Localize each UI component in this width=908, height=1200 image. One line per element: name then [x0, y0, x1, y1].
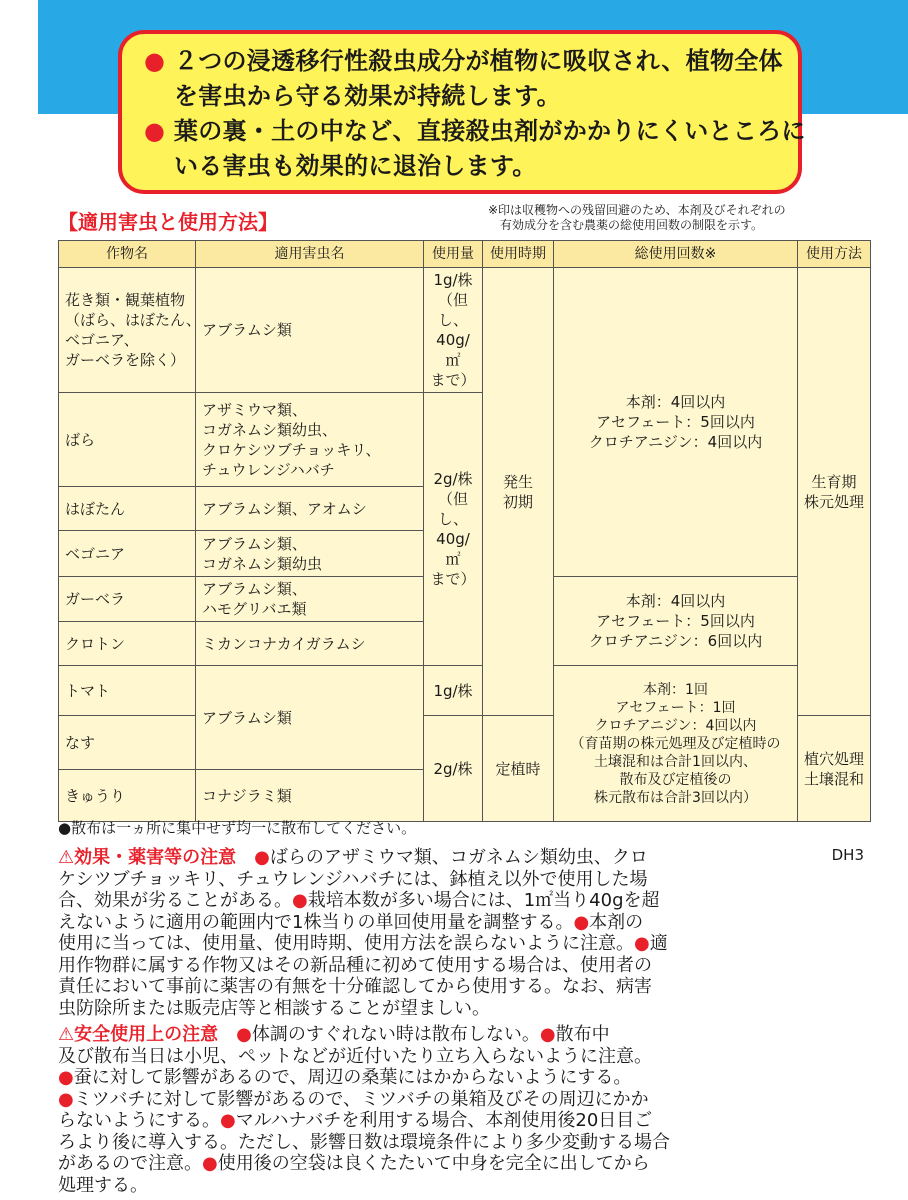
- scatter-note: ●散布は一ヵ所に集中せず均一に散布してください。: [58, 819, 417, 837]
- red-bullet-icon: ●: [254, 847, 270, 868]
- red-bullet-icon: ●: [144, 117, 166, 145]
- red-bullet-icon: ●: [292, 890, 308, 911]
- pest-cell: アブラムシ類、アオムシ: [196, 487, 424, 531]
- red-bullet-icon: ●: [236, 1024, 252, 1045]
- restriction-note: ※印は収穫物への残留回避のため、本剤及びそれぞれの 有効成分を含む農薬の総使用回数の制限を示す。: [488, 203, 786, 232]
- table-row: [59, 268, 871, 393]
- header-amount: 使用量: [424, 241, 483, 268]
- table-header-row: [59, 241, 871, 268]
- header-timing: 使用時期: [483, 241, 554, 268]
- usage-table: [58, 240, 871, 822]
- amount-cell: 2g/株: [424, 716, 483, 822]
- method-cell: 植穴処理 土壌混和: [798, 716, 871, 822]
- timing-cell: 発生 初期: [483, 268, 554, 716]
- red-bullet-icon: ●: [58, 1088, 74, 1110]
- header-count: 総使用回数※: [554, 241, 798, 268]
- table-row: [59, 666, 871, 716]
- crop-cell: なす: [59, 716, 196, 770]
- count-cell: 本剤：1回 アセフェート：1回 クロチアニジン：4回以内 （育苗期の株元処理及び定植時の 土壌混和は合計1回以内、 散布及び定植後の 株元散布は合計3回以内）: [554, 666, 798, 822]
- callout-line-3: ● 葉の裏・土の中など、直接殺虫剤がかかりにくいところに: [144, 117, 806, 145]
- pest-cell: アブラムシ類、 コガネムシ類幼虫: [196, 531, 424, 577]
- amount-cell: 2g/株 （但し、 40g/㎡ まで）: [424, 393, 483, 666]
- amount-cell: 1g/株: [424, 666, 483, 716]
- red-bullet-icon: ●: [202, 1153, 218, 1174]
- pest-cell: アブラムシ類、 ハモグリバエ類: [196, 577, 424, 622]
- red-bullet-icon: ●: [58, 1067, 74, 1088]
- pest-cell: アザミウマ類、 コガネムシ類幼虫、 クロケシツブチョッキリ、 チュウレンジハバチ: [196, 393, 424, 487]
- pest-cell: ミカンコナカイガラムシ: [196, 622, 424, 666]
- header-method: 使用方法: [798, 241, 871, 268]
- pest-cell: アブラムシ類: [196, 268, 424, 393]
- header-crop: 作物名: [59, 241, 196, 268]
- header-pest: 適用害虫名: [196, 241, 424, 268]
- count-cell: 本剤：4回以内 アセフェート：5回以内 クロチアニジン：4回以内: [554, 268, 798, 577]
- crop-cell: クロトン: [59, 622, 196, 666]
- callout-line-2: を害虫から守る効果が持続します。: [174, 82, 561, 110]
- feature-callout: [118, 30, 806, 194]
- red-bullet-icon: ●: [634, 933, 650, 954]
- product-code: DH3: [831, 846, 864, 864]
- callout-line-4: いる害虫も効果的に退治します。: [174, 152, 537, 180]
- pest-cell: コナジラミ類: [196, 770, 424, 822]
- timing-cell: 定植時: [483, 716, 554, 822]
- method-cell: 生育期 株元処理: [798, 268, 871, 716]
- crop-cell: トマト: [59, 666, 196, 716]
- crop-cell: 花き類・観葉植物 （ばら、はぼたん、 ベゴニア、 ガーベラを除く）: [59, 268, 196, 393]
- crop-cell: ガーベラ: [59, 577, 196, 622]
- safety-caution-heading: ⚠安全使用上の注意: [58, 1024, 219, 1045]
- callout-line-1: ● ２つの浸透移行性殺虫成分が植物に吸収され、植物全体: [144, 47, 783, 75]
- red-bullet-icon: ●: [539, 1024, 556, 1045]
- red-bullet-icon: ●: [220, 1110, 236, 1131]
- red-bullet-icon: ●: [573, 911, 590, 933]
- section-title: 【適用害虫と使用方法】: [58, 210, 278, 234]
- pest-cell: アブラムシ類: [196, 666, 424, 770]
- effect-caution-section: ⚠効果・薬害等の注意 ●ばらのアザミウマ類、コガネムシ類幼虫、クロ ケシツブチョッキリ、チュウレンジハバチには、鉢植え以外で使用した場 合、効果が劣ることがある。●栽培本数が多い場合には、1㎡当り40gを超 えないように適用の範囲内で1株当りの単回使用量を調整する。●本剤の 使用に当っては、使用量、使用時期、使用方法を誤らないように注意。●適 用作物群に属する作物又はその新品種に初めて使用する場合は、使用者の 責任において事前に薬害の有無を十分確認してから使用する。なお、病害 虫防除所または販売店等と相談することが望ましい。: [58, 847, 668, 1019]
- crop-cell: はぼたん: [59, 487, 196, 531]
- crop-cell: ばら: [59, 393, 196, 487]
- count-cell: 本剤：4回以内 アセフェート：5回以内 クロチアニジン：6回以内: [554, 577, 798, 666]
- crop-cell: きゅうり: [59, 770, 196, 822]
- amount-cell: 1g/株 （但し、 40g/㎡ まで）: [424, 268, 483, 393]
- effect-caution-heading: ⚠効果・薬害等の注意: [58, 847, 237, 868]
- safety-caution-section: ⚠安全使用上の注意 ●体調のすぐれない時は散布しない。●散布中 及び散布当日は小児、ペットなどが近付いたり立ち入らないように注意。 ●蚕に対して影響があるので、周辺の桑葉にはかからないようにする。 ●ミツバチに対して影響があるので、ミツバチの巣箱及びその周辺にかか らないようにする。●マルハナバチを利用する場合、本剤使用後20日目ご ろより後に導入する。ただし、影響日数は環境条件により多少変動する場合 があるので注意。●使用後の空袋は良くたたいて中身を完全に出してから 処理する。: [58, 1024, 670, 1196]
- red-bullet-icon: ●: [144, 47, 166, 75]
- crop-cell: ベゴニア: [59, 531, 196, 577]
